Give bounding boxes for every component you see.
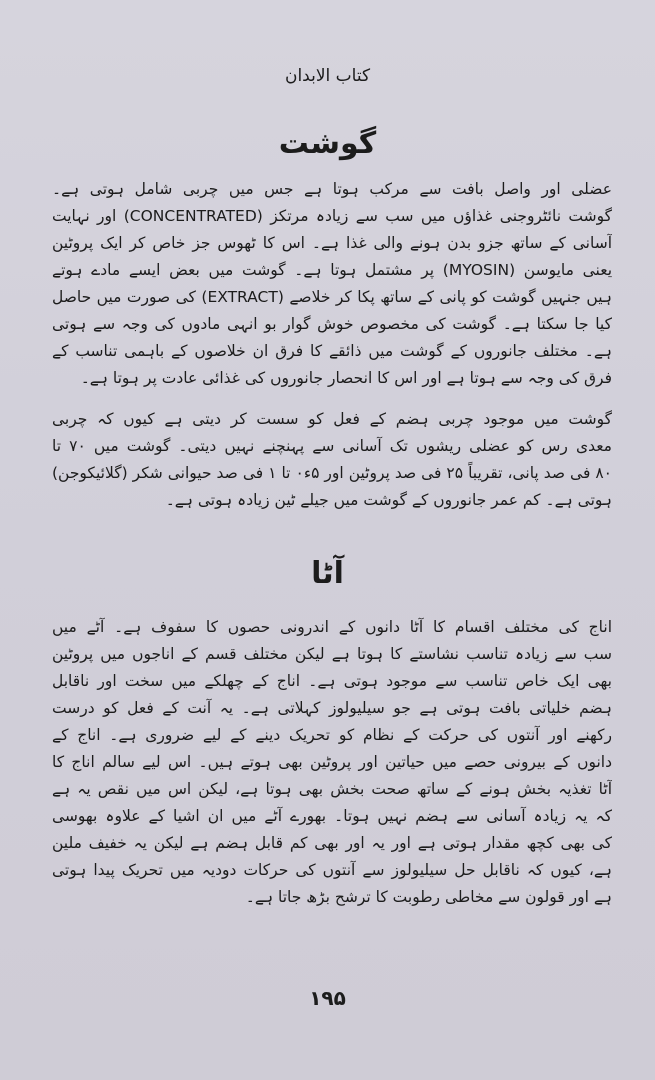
- running-head: کتاب الابدان: [284, 66, 371, 86]
- text-line: کہ یہ زیادہ آسانی سے ہضم نہیں ہوتا۔ بھورے آٹے میں ان اشیا کے علاوہ بھوسی: [52, 807, 612, 825]
- text-line: ہے، کیوں کہ ناقابل حل سیلیولوز سے آنتوں کی حرکات دودیہ میں تحریک پیدا ہوتی: [52, 861, 612, 879]
- text-line: ہے۔ مختلف جانوروں کے گوشت میں ذائقے کا فرق ان خلاصوں کے باہمی تناسب کے: [52, 342, 612, 360]
- paragraph-meat-composition: [52, 176, 612, 392]
- text-line: سب سے زیادہ تناسب نشاستے کا ہوتا ہے لیکن مختلف قسم کے اناجوں میں پروٹین: [52, 645, 612, 663]
- text-line: بھی ایک خاص تناسب سے موجود ہوتی ہے۔ اناج کے چھلکے میں سخت اور ناقابل: [52, 672, 612, 690]
- text-line: گوشت نائٹروجنی غذاؤں میں سب سے زیادہ مرتکز (CONCENTRATED) اور نہایت: [52, 207, 612, 225]
- text-line: ہوتی ہے۔ کم عمر جانوروں کے گوشت میں جیلے ٹین زیادہ ہوتی ہے۔: [165, 491, 612, 509]
- text-line: ہیں جنہیں گوشت کو پانی کے ساتھ پکا کر خلاصے (EXTRACT) کی صورت میں حاصل: [52, 288, 612, 306]
- paragraph-meat-fat: [52, 406, 612, 514]
- text-line: معدی رس کو عضلی ریشوں تک آسانی سے پہنچنے نہیں دیتی۔ گوشت میں ۷۰ تا: [52, 437, 612, 455]
- section-title-meat: گوشت: [278, 126, 377, 161]
- text-line: ہے اور قولون سے مخاطی رطوبت کا ترشح بڑھ جاتا ہے۔: [245, 888, 612, 906]
- text-line: فرق کی وجہ سے ہوتا ہے اور اس کا انحصار جانوروں کی غذائی عادت پر ہوتا ہے۔: [80, 369, 612, 387]
- paragraph-flour: [52, 614, 612, 911]
- text-line: کی بھی کچھ مقدار ہوتی ہے اور یہ اور بھی کم قابل ہضم ہے لیکن یہ خفیف ملین: [52, 834, 612, 852]
- text-line: دانوں کے بیرونی حصے میں حیاتین اور پروٹین بھی ہوتے ہیں۔ اس لیے سالم اناج کا: [52, 753, 612, 771]
- text-line: گوشت میں موجود چربی ہضم کے فعل کو سست کر دیتی ہے کیوں کہ چربی: [52, 410, 612, 428]
- text-line: یعنی مایوسن (MYOSIN) پر مشتمل ہوتا ہے۔ گوشت میں بعض ایسے مادے ہوتے: [52, 261, 612, 279]
- section-title-flour: آٹا: [311, 556, 344, 591]
- page-number: ۱۹۵: [309, 986, 346, 1010]
- text-line: آسانی کے ساتھ جزو بدن ہونے والی غذا ہے۔ اس کا ٹھوس جز خاص کر ایک پروٹین: [52, 234, 612, 252]
- text-line: رکھنے اور آنتوں کی حرکت کے نظام کو تحریک دینے کے لیے ضروری ہے۔ اناج کے: [52, 726, 612, 744]
- text-line: اناج کی مختلف اقسام کا آٹا دانوں کے اندرونی حصوں کا سفوف ہے۔ آٹے میں: [52, 618, 612, 636]
- text-line: عضلی اور واصل بافت سے مرکب ہوتا ہے جس میں چربی شامل ہوتی ہے۔: [52, 180, 612, 198]
- text-line: ہضم خلیاتی بافت ہوتی ہے جو سیلیولوز کہلاتی ہے۔ یہ آنت کے فعل کو درست: [52, 699, 612, 717]
- text-line: کیا جا سکتا ہے۔ گوشت کی مخصوص خوش گوار بو انہی مادوں کی وجہ سے ہوتی: [52, 315, 612, 333]
- text-line: ۸۰ فی صد پانی، تقریباً ۲۵ فی صد پروٹین اور ۵ء۰ تا ۱ فی صد حیوانی شکر (گلائیکوجن): [52, 464, 612, 482]
- text-line: آٹا تغذیہ بخش ہونے کے ساتھ صحت بخش بھی ہوتا ہے، لیکن اس میں نقص یہ ہے: [52, 780, 612, 798]
